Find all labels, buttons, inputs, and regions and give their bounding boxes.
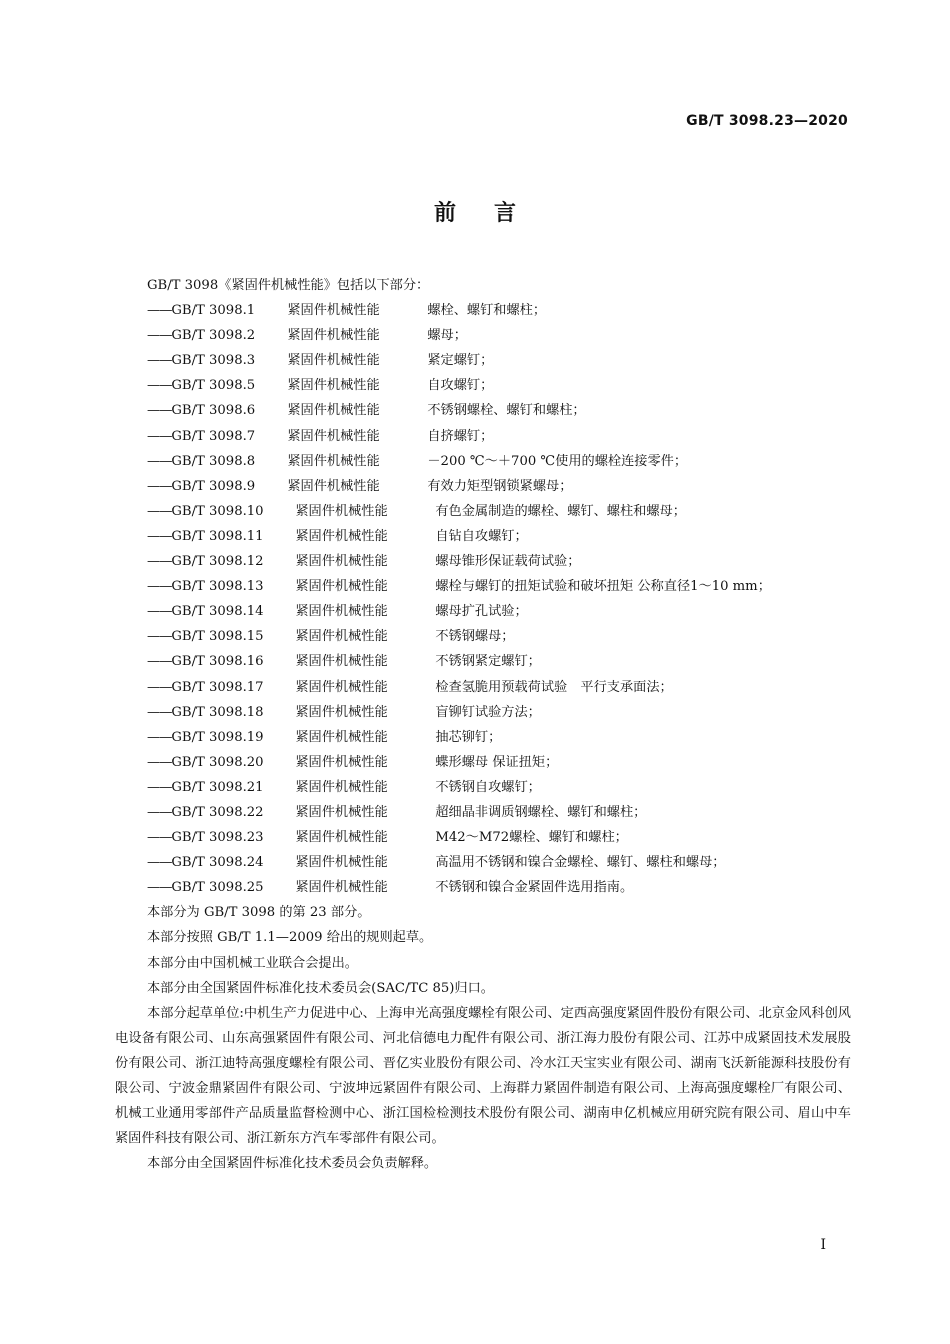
part-name: 自攻螺钉； — [427, 378, 494, 394]
series-title: 紧固件机械性能 — [295, 604, 388, 620]
part-name: 不锈钢和镍合金紧固件选用指南。 — [435, 880, 634, 896]
part-item — [115, 675, 851, 700]
list-dash: —— — [147, 478, 172, 494]
page-number: I — [820, 1237, 826, 1253]
series-title: 紧固件机械性能 — [295, 754, 388, 770]
part-code: GB/T 3098.8 — [171, 453, 256, 469]
part-code: GB/T 3098.24 — [171, 855, 264, 871]
part-code: GB/T 3098.18 — [171, 704, 264, 720]
part-code: GB/T 3098.6 — [171, 403, 256, 419]
series-title: 紧固件机械性能 — [287, 478, 380, 494]
series-title: 紧固件机械性能 — [295, 503, 388, 519]
part-code: GB/T 3098.19 — [171, 729, 264, 745]
part-code: GB/T 3098.12 — [171, 554, 264, 570]
part-item — [115, 499, 851, 524]
part-code: GB/T 3098.1 — [171, 303, 256, 319]
part-code: GB/T 3098.5 — [171, 378, 256, 394]
document-body — [115, 273, 851, 1176]
part-name: －200 ℃～＋700 ℃使用的螺栓连接零件； — [427, 453, 688, 469]
intro-line: GB/T 3098《紧固件机械性能》包括以下部分： — [147, 278, 430, 293]
part-name: 检查氢脆用预载荷试验 平行支承面法； — [435, 679, 673, 695]
part-item — [115, 323, 851, 348]
interpreted-by-statement: 本部分由全国紧固件标准化技术委员会负责解释。 — [147, 1156, 438, 1172]
part-name: 螺母锥形保证载荷试验； — [435, 554, 581, 570]
part-item — [115, 850, 851, 875]
list-dash: —— — [147, 579, 172, 595]
part-name: 螺母； — [427, 328, 467, 344]
list-dash: —— — [147, 704, 172, 720]
part-code: GB/T 3098.10 — [171, 503, 264, 519]
part-item — [115, 624, 851, 649]
series-title: 紧固件机械性能 — [295, 528, 388, 544]
part-name: 螺母扩孔试验； — [435, 604, 528, 620]
part-code: GB/T 3098.15 — [171, 629, 264, 645]
part-name: 不锈钢自攻螺钉； — [435, 779, 541, 795]
part-code: GB/T 3098.16 — [171, 654, 264, 670]
list-dash: —— — [147, 328, 172, 344]
part-code: GB/T 3098.20 — [171, 754, 264, 770]
list-dash: —— — [147, 654, 172, 670]
part-item — [115, 449, 851, 474]
series-title: 紧固件机械性能 — [295, 679, 388, 695]
series-title: 紧固件机械性能 — [287, 428, 380, 444]
part-code: GB/T 3098.3 — [171, 353, 256, 369]
part-item — [115, 725, 851, 750]
list-dash: —— — [147, 779, 172, 795]
part-code: GB/T 3098.17 — [171, 679, 264, 695]
part-code: GB/T 3098.22 — [171, 804, 264, 820]
part-name: 自钻自攻螺钉； — [435, 528, 528, 544]
part-name: 不锈钢螺栓、螺钉和螺柱； — [427, 403, 586, 419]
part-name: 不锈钢螺母； — [435, 629, 515, 645]
series-title: 紧固件机械性能 — [295, 654, 388, 670]
part-name: 超细晶非调质钢螺栓、螺钉和螺柱； — [435, 804, 647, 820]
part-item — [115, 775, 851, 800]
part-of-statement: 本部分为 GB/T 3098 的第 23 部分。 — [147, 905, 371, 921]
part-name: 抽芯铆钉； — [435, 729, 502, 745]
part-code: GB/T 3098.21 — [171, 779, 264, 795]
parts-list — [115, 298, 851, 900]
part-item — [115, 348, 851, 373]
list-dash: —— — [147, 729, 172, 745]
part-name: 自挤螺钉； — [427, 428, 494, 444]
part-item — [115, 700, 851, 725]
proposed-by-statement: 本部分由中国机械工业联合会提出。 — [147, 955, 358, 971]
part-item — [115, 825, 851, 850]
part-item — [115, 298, 851, 323]
part-name: 螺栓与螺钉的扭矩试验和破坏扭矩 公称直径1～10 mm； — [435, 579, 771, 595]
part-code: GB/T 3098.25 — [171, 880, 264, 896]
part-name: 有效力矩型钢锁紧螺母； — [427, 478, 573, 494]
part-item — [115, 474, 851, 499]
list-dash: —— — [147, 804, 172, 820]
part-code: GB/T 3098.2 — [171, 328, 256, 344]
part-name: M42～M72螺栓、螺钉和螺柱； — [435, 830, 628, 846]
series-title: 紧固件机械性能 — [295, 579, 388, 595]
list-dash: —— — [147, 353, 172, 369]
list-dash: —— — [147, 604, 172, 620]
series-title: 紧固件机械性能 — [287, 303, 380, 319]
part-item — [115, 373, 851, 398]
series-title: 紧固件机械性能 — [295, 629, 388, 645]
part-name: 不锈钢紧定螺钉； — [435, 654, 541, 670]
page-title: 前言 — [433, 201, 554, 226]
part-name: 蝶形螺母 保证扭矩； — [435, 754, 559, 770]
list-dash: —— — [147, 679, 172, 695]
part-code: GB/T 3098.13 — [171, 579, 264, 595]
drafting-units-paragraph: 本部分起草单位:中机生产力促进中心、上海申光高强度螺栓有限公司、定西高强度紧固件股份有限公司、北京金风科创风电设备有限公司、山东高强紧固件有限公司、河北信德电力配件有限公司、浙江海力股份有限公司、江苏中成紧固技术发展股份有限公司、浙江迪特高强度螺栓有限公司、晋亿实业股份有限公司、冷水江天宝实业有限公司、湖南飞沃新能源科技股份有限公司、宁波金鼎紧固件有限公司、宁波坤远紧固件有限公司、上海群力紧固件制造有限公司、上海高强度螺栓厂有限公司、机械工业通用零部件产品质量监督检测中心、浙江国检检测技术股份有限公司、湖南申亿机械应用研究院有限公司、眉山中车紧固件科技有限公司、浙江新东方汽车零部件有限公司。 — [115, 1005, 851, 1147]
series-title: 紧固件机械性能 — [295, 729, 388, 745]
list-dash: —— — [147, 428, 172, 444]
part-item — [115, 398, 851, 423]
series-title: 紧固件机械性能 — [295, 830, 388, 846]
part-item — [115, 574, 851, 599]
list-dash: —— — [147, 303, 172, 319]
part-item — [115, 649, 851, 674]
part-code: GB/T 3098.14 — [171, 604, 264, 620]
drafting-rules-statement: 本部分按照 GB/T 1.1—2009 给出的规则起草。 — [147, 930, 433, 946]
series-title: 紧固件机械性能 — [287, 403, 380, 419]
list-dash: —— — [147, 453, 172, 469]
centralized-by-statement: 本部分由全国紧固件标准化技术委员会(SAC/TC 85)归口。 — [147, 980, 494, 996]
part-item — [115, 875, 851, 900]
part-item — [115, 424, 851, 449]
series-title: 紧固件机械性能 — [287, 378, 380, 394]
list-dash: —— — [147, 629, 172, 645]
part-code: GB/T 3098.7 — [171, 428, 256, 444]
list-dash: —— — [147, 403, 172, 419]
series-title: 紧固件机械性能 — [295, 804, 388, 820]
series-title: 紧固件机械性能 — [295, 704, 388, 720]
standard-code: GB/T 3098.23—2020 — [686, 113, 848, 129]
part-item — [115, 549, 851, 574]
part-name: 紧定螺钉； — [427, 353, 494, 369]
list-dash: —— — [147, 528, 172, 544]
part-item — [115, 524, 851, 549]
part-name: 高温用不锈钢和镍合金螺栓、螺钉、螺柱和螺母； — [435, 855, 726, 871]
series-title: 紧固件机械性能 — [287, 353, 380, 369]
list-dash: —— — [147, 880, 172, 896]
series-title: 紧固件机械性能 — [295, 779, 388, 795]
series-title: 紧固件机械性能 — [295, 880, 388, 896]
part-name: 盲铆钉试验方法； — [435, 704, 541, 720]
list-dash: —— — [147, 830, 172, 846]
part-item — [115, 750, 851, 775]
series-title: 紧固件机械性能 — [287, 328, 380, 344]
part-item — [115, 599, 851, 624]
series-title: 紧固件机械性能 — [287, 453, 380, 469]
part-code: GB/T 3098.11 — [171, 528, 264, 544]
list-dash: —— — [147, 754, 172, 770]
list-dash: —— — [147, 554, 172, 570]
list-dash: —— — [147, 855, 172, 871]
part-code: GB/T 3098.23 — [171, 830, 264, 846]
part-code: GB/T 3098.9 — [171, 478, 256, 494]
part-name: 螺栓、螺钉和螺柱； — [427, 303, 547, 319]
part-item — [115, 800, 851, 825]
part-name: 有色金属制造的螺栓、螺钉、螺柱和螺母； — [435, 503, 686, 519]
series-title: 紧固件机械性能 — [295, 855, 388, 871]
list-dash: —— — [147, 503, 172, 519]
series-title: 紧固件机械性能 — [295, 554, 388, 570]
list-dash: —— — [147, 378, 172, 394]
